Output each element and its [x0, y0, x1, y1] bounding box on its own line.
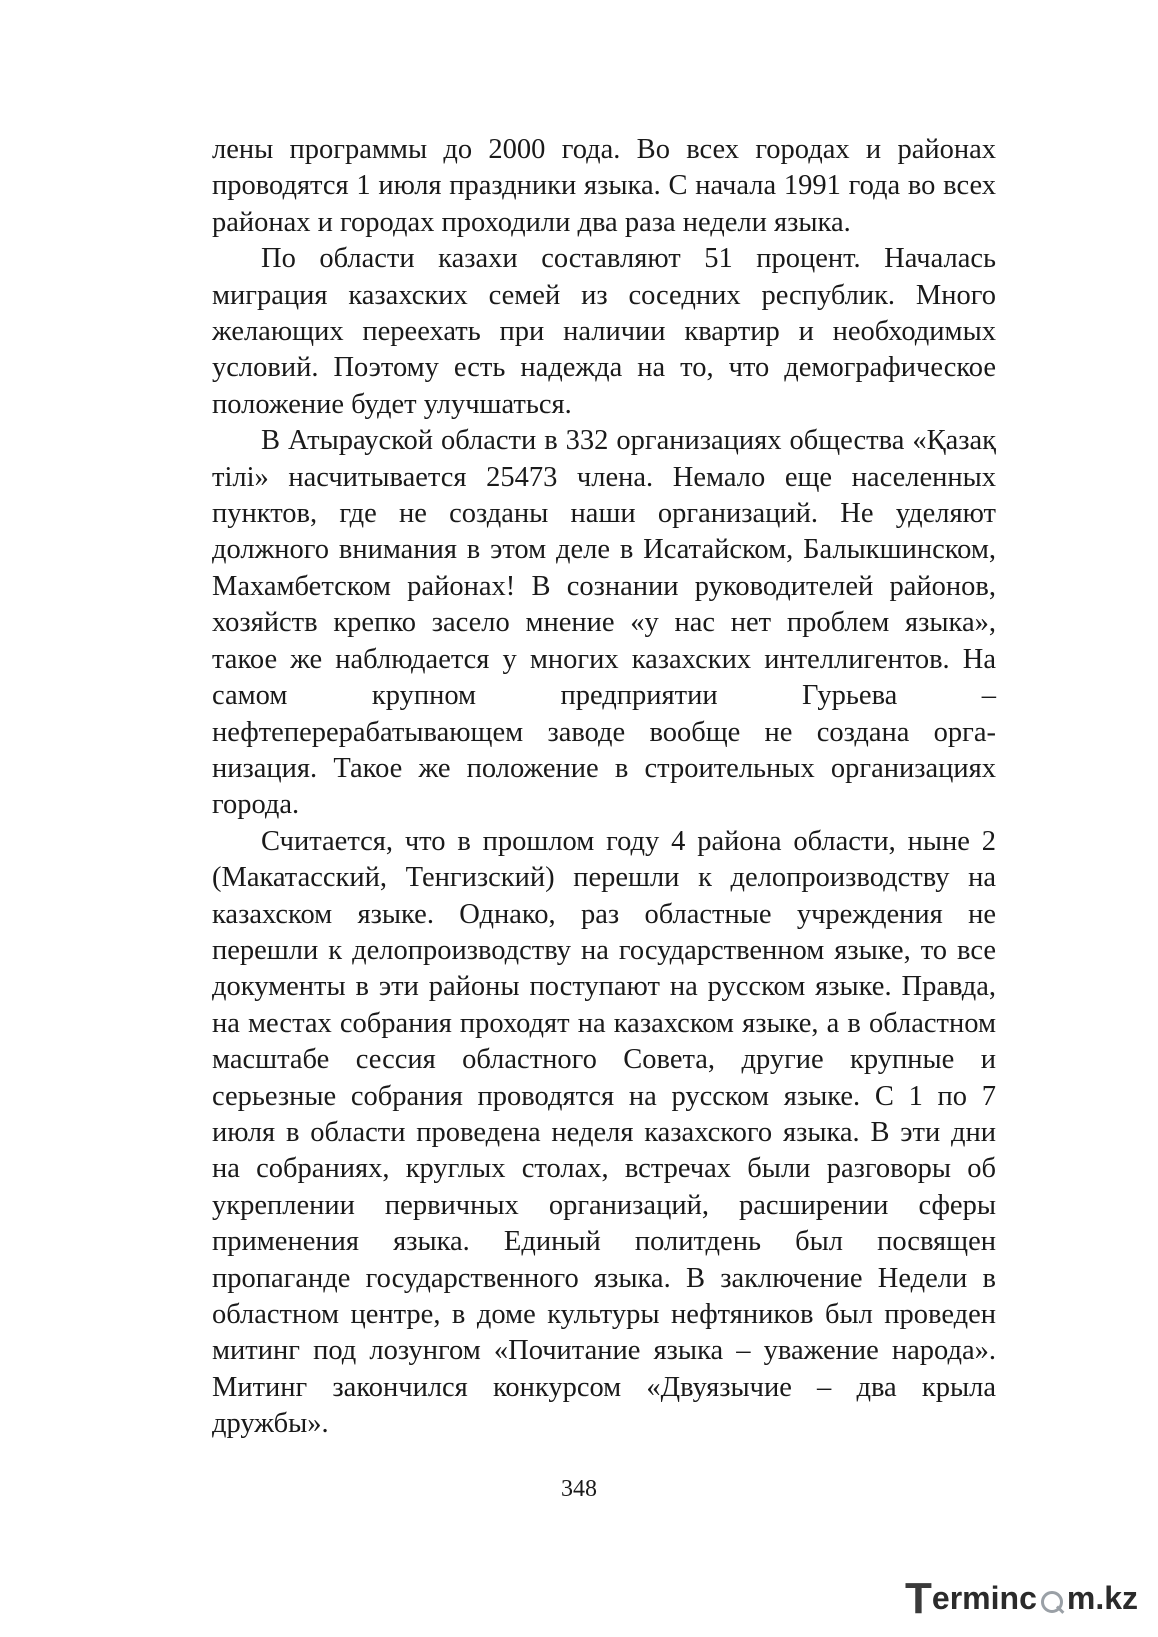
paragraph-3: В Атырауской области в 332 организациях общества «Қазақ тілі» насчитывается 25473 члена. Немало еще населенных пунктов, где не созданы наши организаций. Не уделяют должного внимания в этом деле в Исатайском, Балыкшинском, Махамбетском районах! В сознании руководителей районов, хозяйств крепко засело мнение «у нас нет проблем языка», такое же наблюдается у многих казахских интеллигентов. На самом крупном предприятии Гурьева – нефтеперерабатывающем заводе вообще не создана организация. Такое же положение в строительных организациях города.: [212, 425, 996, 821]
page-body: [212, 132, 996, 1443]
watermark-text-mid: erminc: [931, 1580, 1037, 1616]
paragraph-1: лены программы до 2000 года. Во всех городах и районах проводятся 1 июля праздники языка. С начала 1991 года во всех районах и городах проходили два раза недели языка.: [212, 134, 996, 238]
magnifier-o-icon: [1038, 1589, 1066, 1611]
paragraph-2: По области казахи составляют 51 процент. Началась миграция казахских семей из соседних республик. Много желающих переехать при наличии квартир и необходимых условий. Поэтому есть надежда на то, что демографическое положение будет улучшаться.: [212, 243, 996, 420]
watermark-logo: [905, 1574, 1138, 1623]
watermark-text-end: m.kz: [1066, 1580, 1138, 1616]
watermark-letter-t: T: [905, 1574, 932, 1623]
paragraph-4: Считается, что в прошлом году 4 района области, ныне 2 (Макатасский, Тенгизский) перешли к делопроизводству на казахском языке. Однако, раз областные учреждения не перешли к делопроизводству на государственном языке, то все документы в эти районы поступают на русском языке. Правда, на местах собрания проходят на казахском языке, а в областном масштабе сессия областного Совета, другие крупные и серьезные собрания проводятся на русском языке. С 1 по 7 июля в области проведена неделя казахского языка. В эти дни на собраниях, круглых столах, встречах были разговоры об укреплении первичных организаций, расширении сферы применения языка. Единый политдень был посвящен пропаганде государственного языка. В заключение Недели в областном центре, в доме культуры нефтяников был проведен митинг под лозунгом «Почитание языка – уважение народа». Митинг закончился конкурсом «Двуязычие – два крыла дружбы».: [212, 825, 996, 1440]
page-number: 348: [561, 1476, 597, 1502]
